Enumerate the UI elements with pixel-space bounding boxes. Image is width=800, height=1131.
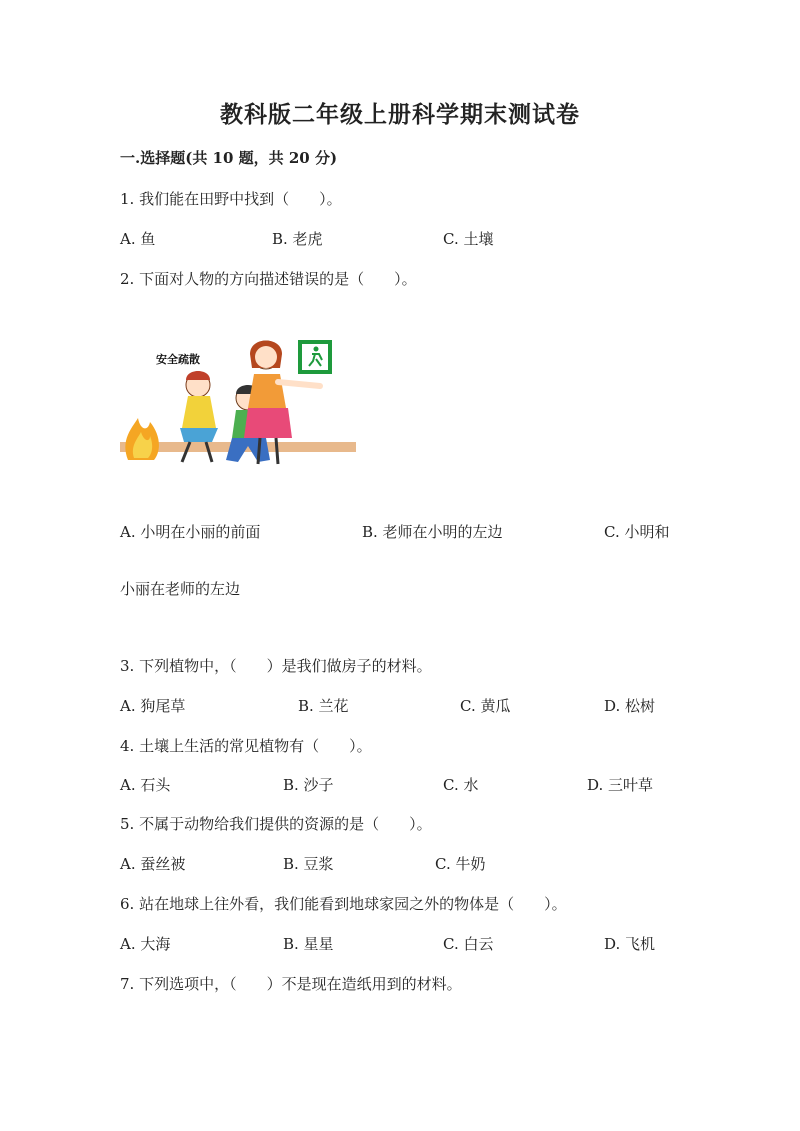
q5-option-c: C. 牛奶	[435, 855, 486, 873]
question-3: 3. 下列植物中，（ ）是我们做房子的材料。	[120, 657, 432, 675]
question-7: 7. 下列选项中，（ ）不是现在造纸用到的材料。	[120, 975, 462, 993]
q3-option-a: A. 狗尾草	[120, 697, 186, 715]
q1-option-b: B. 老虎	[272, 230, 323, 248]
q6-option-d: D. 飞机	[604, 935, 656, 953]
q6-option-b: B. 星星	[283, 935, 334, 953]
q2-option-c: C. 小明和	[604, 523, 670, 541]
q3-option-c: C. 黄瓜	[460, 697, 511, 715]
q3-option-b: B. 兰花	[298, 697, 349, 715]
illustration-caption: 安全疏散	[156, 353, 200, 366]
fire-icon	[125, 418, 159, 460]
question-1: 1. 我们能在田野中找到（ ）。	[120, 190, 342, 208]
q2-option-a: A. 小明在小丽的前面	[120, 523, 261, 541]
page-title: 教科版二年级上册科学期末测试卷	[220, 101, 580, 128]
q4-option-d: D. 三叶草	[587, 776, 654, 794]
q3-option-d: D. 松树	[604, 697, 656, 715]
q4-option-a: A. 石头	[120, 776, 171, 794]
q6-option-a: A. 大海	[120, 935, 171, 953]
q4-option-c: C. 水	[443, 776, 479, 794]
section-heading: 一.选择题(共 10 题，共 20 分)	[120, 149, 338, 167]
q1-option-c: C. 土壤	[443, 230, 494, 248]
q6-option-c: C. 白云	[443, 935, 494, 953]
q2-option-b: B. 老师在小明的左边	[362, 523, 503, 541]
q5-option-b: B. 豆浆	[283, 855, 334, 873]
q2-option-c-continued: 小丽在老师的左边	[120, 580, 241, 598]
exit-sign-icon	[298, 340, 332, 374]
q1-option-a: A. 鱼	[120, 230, 156, 248]
q4-option-b: B. 沙子	[283, 776, 334, 794]
question-5: 5. 不属于动物给我们提供的资源的是（ ）。	[120, 815, 432, 833]
evacuation-illustration	[120, 330, 360, 475]
question-4: 4. 土壤上生活的常见植物有（ ）。	[120, 737, 372, 755]
question-2: 2. 下面对人物的方向描述错误的是（ ）。	[120, 270, 417, 288]
question-6: 6. 站在地球上往外看，我们能看到地球家园之外的物体是（ ）。	[120, 895, 567, 913]
q5-option-a: A. 蚕丝被	[120, 855, 186, 873]
